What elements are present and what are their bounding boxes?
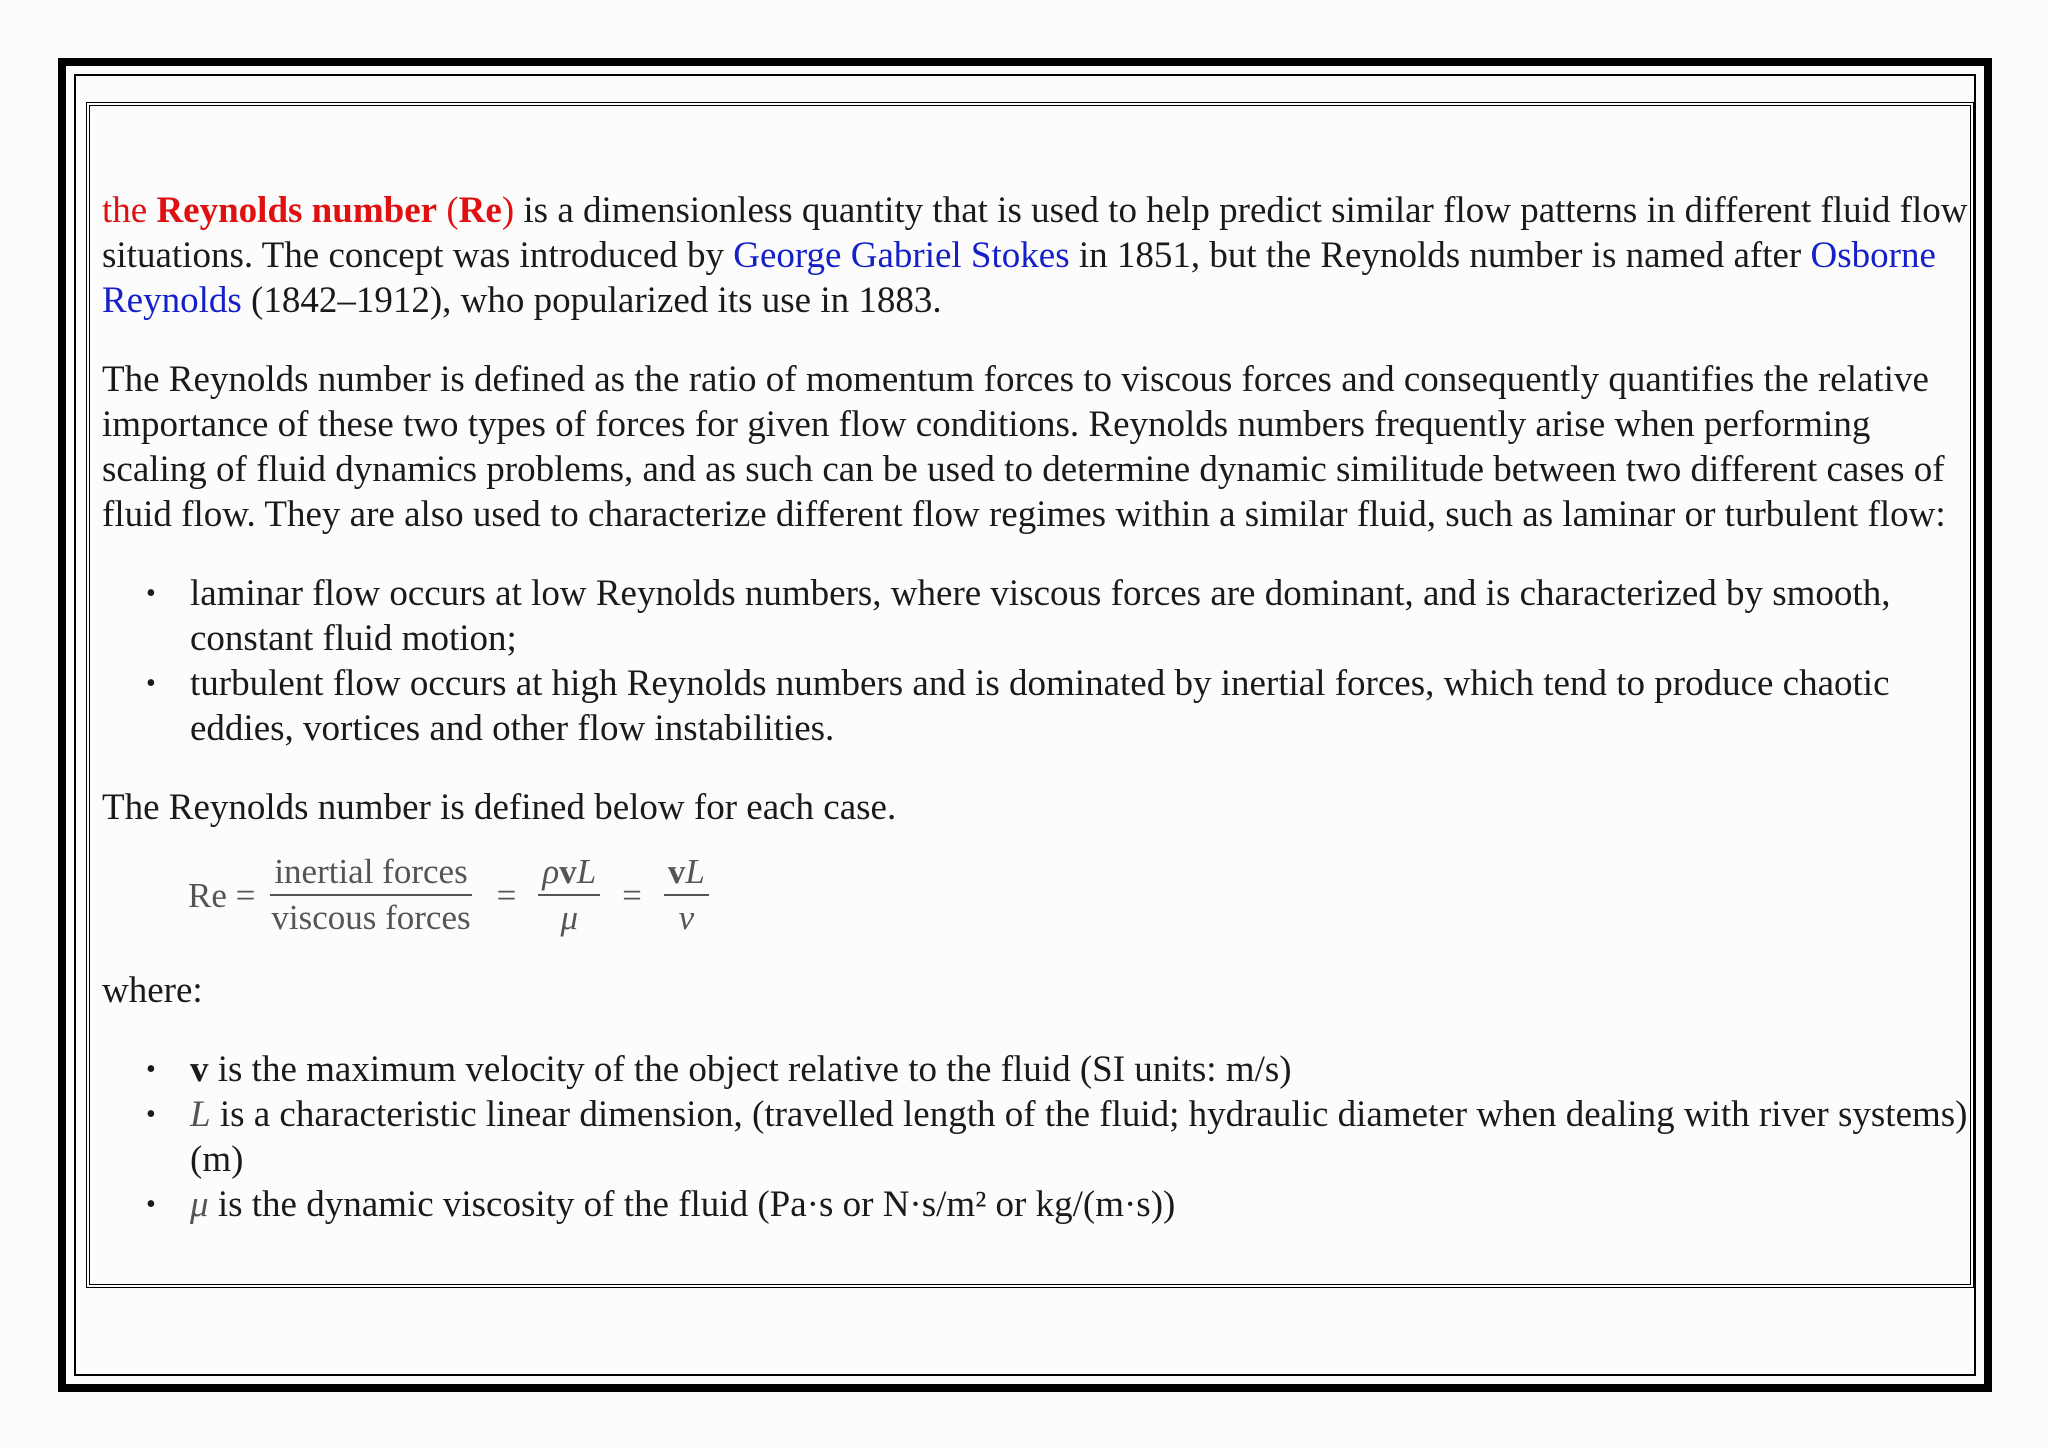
v-symbol: v xyxy=(559,852,577,891)
formula-fraction-v-l-nu xyxy=(664,852,709,938)
abbr-open: ( xyxy=(446,190,459,231)
fraction-denominator-nu: ν xyxy=(678,898,695,937)
definition-paragraph: The Reynolds number is defined as the ratio of momentum forces to viscous forces and consequently quantifies the relative importance of these two types of forces for given flow conditions. Reynolds numbers frequently arise when performing scaling of fluid dynamics problems, and as such can be used to determine dynamic similitude between two different cases of fluid flow. They are also used to characterize different flow regimes within a similar fluid, such as laminar or turbulent flow: xyxy=(102,359,1946,535)
definition-text-l: is a characteristic linear dimension, (travelled length of the fluid; hydraulic diameter when dealing with river systems) (m) xyxy=(190,1094,1968,1180)
definition-symbol-v: v xyxy=(190,1049,209,1090)
definition-velocity xyxy=(190,1047,1982,1092)
l-symbol: L xyxy=(685,852,705,891)
l-symbol: L xyxy=(576,852,597,891)
fraction-numerator-inertial: inertial forces xyxy=(270,852,471,896)
stokes-link[interactable]: George Gabriel Stokes xyxy=(733,235,1070,276)
definition-text-v: is the maximum velocity of the object relative to the fluid (SI units: m/s) xyxy=(208,1049,1292,1090)
rho-symbol: ρ xyxy=(542,852,560,891)
list-item-laminar: • laminar flow occurs at low Reynolds numbers, where viscous forces are dominant, and is characterized by smooth, constant fluid motion; xyxy=(190,571,1982,661)
abbr-close: ) xyxy=(501,190,515,231)
reynolds-number-term: Reynolds number xyxy=(156,190,438,231)
formula-equals-2: = xyxy=(622,875,642,915)
formula-fraction-forces xyxy=(267,852,474,938)
osborne-reynolds-link[interactable]: Osborne Reynolds xyxy=(102,235,1936,321)
formula-equals-1: = xyxy=(496,875,517,915)
fraction-numerator-rho-v-l xyxy=(538,852,600,896)
fraction-denominator-viscous: viscous forces xyxy=(271,898,471,937)
definition-symbol-mu: μ xyxy=(190,1184,209,1225)
formula-lhs: Re = xyxy=(188,875,256,915)
definition-text-mu: is the dynamic viscosity of the fluid (Pa·s or N·s/m² or kg/(m·s)) xyxy=(208,1184,1176,1225)
where-label: where: xyxy=(102,970,203,1011)
document-content xyxy=(102,188,1982,1227)
v-symbol: v xyxy=(667,852,686,891)
definition-symbol-l: L xyxy=(190,1094,211,1135)
fraction-denominator-mu: μ xyxy=(560,898,579,937)
variable-definitions-list xyxy=(102,1047,1982,1227)
intro-text-3: (1842–1912), who popularized its use in 1883. xyxy=(241,280,942,321)
list-item-turbulent: • turbulent flow occurs at high Reynolds numbers and is dominated by inertial forces, which tend to produce chaotic eddies, vortices and other flow instabilities. xyxy=(190,661,1982,751)
definition-viscosity xyxy=(190,1182,1982,1227)
flow-regimes-list xyxy=(102,571,1982,751)
intro-text-2: in 1851, but the Reynolds number is named after xyxy=(1069,235,1811,276)
definition-length xyxy=(190,1092,1982,1182)
fraction-numerator-v-l xyxy=(664,852,709,896)
intro-paragraph xyxy=(102,188,1982,323)
formula-fraction-rho-v-l-mu xyxy=(538,852,600,938)
reynolds-formula xyxy=(188,852,1982,938)
defined-below-paragraph: The Reynolds number is defined below for each case. xyxy=(102,787,897,828)
re-abbreviation: Re xyxy=(458,190,502,231)
intro-the: the xyxy=(102,190,148,231)
intro-text-1: is a dimensionless quantity that is used to help predict similar flow patterns in different fluid flow situations. The concept was introduced by xyxy=(102,190,1968,276)
